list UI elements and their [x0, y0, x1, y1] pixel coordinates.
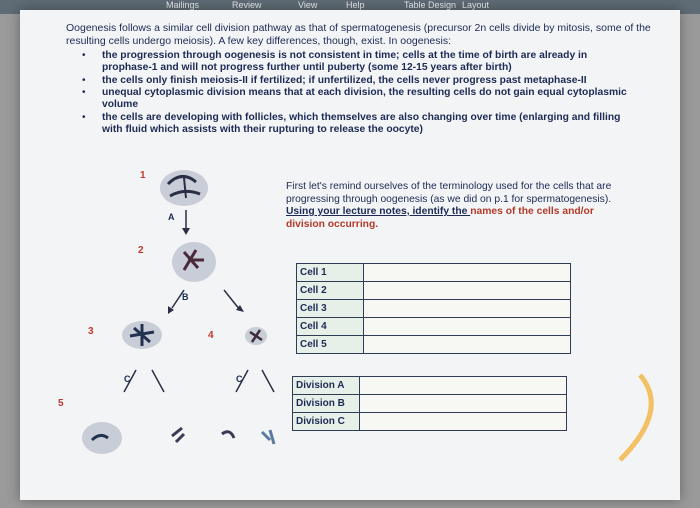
- screen-glare: [600, 370, 670, 470]
- diagram-letter-b: B: [182, 292, 189, 302]
- cell-answer-input[interactable]: [364, 264, 571, 282]
- note-intro: First let's remind ourselves of the terminology used for the cells that are progressing through oogenesis (as we did on p.1 for spermatogenesis).: [286, 181, 612, 205]
- division-label: Division B: [293, 395, 360, 413]
- division-label: Division C: [293, 413, 360, 431]
- cell-label: Cell 1: [297, 264, 364, 282]
- division-answer-input[interactable]: [360, 395, 567, 413]
- tab-layout[interactable]: Layout: [462, 0, 490, 10]
- cell-label: Cell 4: [297, 318, 364, 336]
- cell-label: Cell 3: [297, 300, 364, 318]
- bullet-item: • the cells only finish meiosis-II if fertilized; if unfertilized, the cells never progress past metaphase-II: [82, 74, 587, 86]
- division-table: [292, 376, 567, 431]
- division-answer-input[interactable]: [360, 413, 567, 431]
- division-answer-input[interactable]: [360, 377, 567, 395]
- cells-table: [296, 263, 571, 354]
- note-highlight: names of the cells and/or division occurring.: [286, 206, 594, 230]
- table-row: [297, 264, 571, 282]
- arrow-b-right: [224, 290, 240, 310]
- cell-label: Cell 5: [297, 336, 364, 354]
- bullet-item: • the cells are developing with follicles, which themselves are also changing over time (enlarging and filling with fluid which assists with their rupturing to release the oocyte): [82, 111, 621, 135]
- cell-answer-input[interactable]: [364, 282, 571, 300]
- document-page[interactable]: [20, 10, 680, 500]
- diagram-number-2: 2: [138, 245, 144, 256]
- table-row: [293, 413, 567, 431]
- bullet-item: • the progression through oogenesis is not consistent in time; cells at the time of birth are already in prophase-1 and will not progress further until puberty (some 12-15 years after birth): [82, 50, 588, 73]
- diagram-letter-a: A: [168, 212, 175, 222]
- cell-answer-input[interactable]: [364, 300, 571, 318]
- cell-5: [82, 422, 122, 454]
- table-row: [293, 395, 567, 413]
- division-label: Division A: [293, 377, 360, 395]
- table-row: [297, 282, 571, 300]
- note-instruction: Using your lecture notes, identify the: [286, 206, 471, 217]
- terminology-note: [286, 181, 616, 231]
- tab-help[interactable]: Help: [346, 0, 365, 10]
- cell-answer-input[interactable]: [364, 336, 571, 354]
- bullet-list: [74, 50, 634, 137]
- tab-review[interactable]: Review: [232, 0, 262, 10]
- tab-mailings[interactable]: Mailings: [166, 0, 200, 10]
- tab-table-design[interactable]: Table Design: [404, 0, 457, 10]
- cell-answer-input[interactable]: [364, 318, 571, 336]
- bullet-item: • unequal cytoplasmic division means that at each division, the resulting cells do not gain equal cytoplasmic volume: [82, 87, 627, 111]
- table-row: [297, 300, 571, 318]
- intro-paragraph: Oogenesis follows a similar cell division pathway as that of spermatogenesis (precursor 2n cells divide by mitosis, some of the resulting cells undergo meiosis). A few key differences, though, exist. In oogenesis:: [66, 22, 651, 47]
- diagram-number-5: 5: [58, 398, 64, 409]
- diagram-number-3: 3: [88, 326, 94, 337]
- table-row: [297, 336, 571, 354]
- diagram-number-4: 4: [208, 330, 214, 341]
- tab-view[interactable]: View: [298, 0, 318, 10]
- oogenesis-diagram: [64, 160, 284, 460]
- table-row: [297, 318, 571, 336]
- diagram-letter-c1: C: [124, 374, 131, 384]
- table-row: [293, 377, 567, 395]
- diagram-number-1: 1: [140, 170, 146, 181]
- cell-label: Cell 2: [297, 282, 364, 300]
- diagram-letter-c2: C: [236, 374, 243, 384]
